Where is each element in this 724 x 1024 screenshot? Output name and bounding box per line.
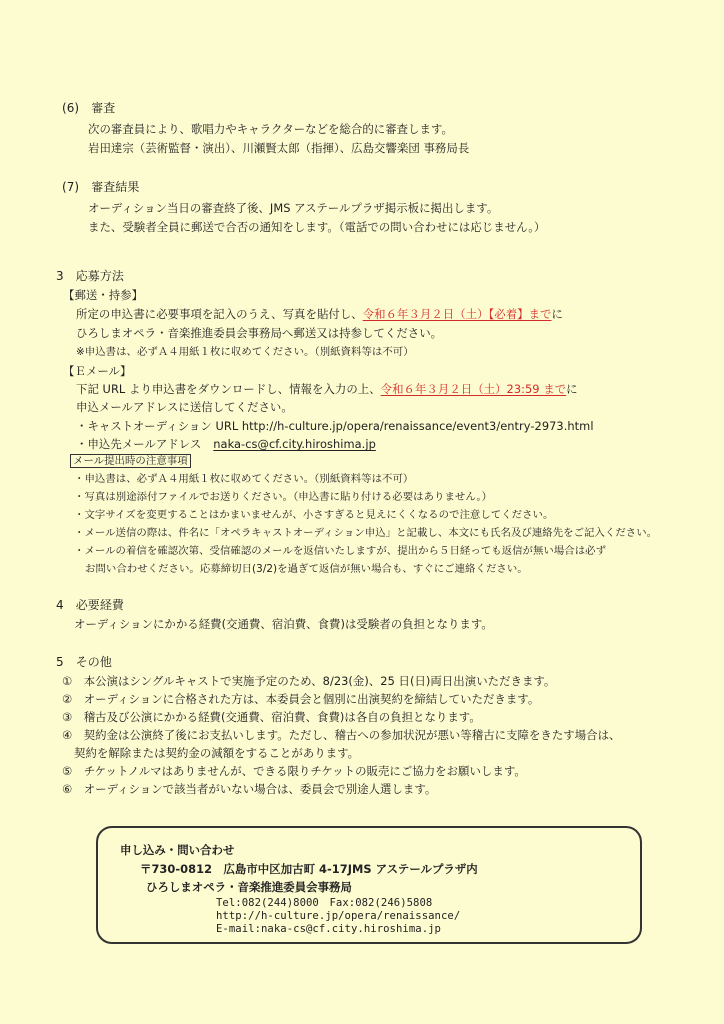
email-notes-title-box: メール提出時の注意事項 — [70, 454, 191, 468]
other-item-continued: 契約を解除または契約金の減額をすることがあります。 — [74, 746, 360, 760]
other-item: ⑥ オーディションで該当者がいない場合は、委員会で別途人選します。 — [62, 782, 437, 796]
section-3-heading: 3 応募方法 — [56, 269, 124, 283]
section-5-heading: 5 その他 — [56, 655, 112, 669]
contact-email[interactable]: E-mail:naka-cs@cf.city.hiroshima.jp — [216, 923, 441, 935]
post-line-text: 所定の申込書に必要事項を記入のうえ、写真を貼付し、 — [76, 307, 363, 321]
contact-address: 〒730-0812 広島市中区加古町 4-17JMS アステールプラザ内 — [140, 862, 478, 876]
application-email-link[interactable]: naka-cs@cf.city.hiroshima.jp — [213, 437, 376, 451]
post-method-note: ※申込書は、必ずＡ４用紙１枚に収めてください。（別紙資料等は不可） — [76, 346, 414, 358]
contact-url[interactable]: http://h-culture.jp/opera/renaissance/ — [216, 910, 461, 922]
other-item: ② オーディションに合格された方は、本委員会と個別に出演契約を締結していただきます。 — [62, 692, 540, 706]
section-7-heading: (7) 審査結果 — [62, 180, 140, 194]
email-method-label: 【Ｅメール】 — [63, 364, 132, 378]
contact-organization: ひろしまオペラ・音楽推進委員会事務局 — [146, 880, 352, 894]
post-deadline: 令和６年３月２日（土）【必着】まで — [362, 307, 552, 321]
email-method-line: 申込メールアドレスに送信してください。 — [76, 400, 293, 414]
section-7-line: また、受験者全員に郵送で合否の通知をします。（電話での問い合わせには応じません。） — [88, 220, 546, 234]
cast-audition-url[interactable]: ・キャストオーディション URL http://h-culture.jp/opera/renaissance/event3/entry-2973.html — [76, 419, 594, 433]
email-method-line — [76, 382, 578, 397]
email-note-item: ・メールの着信を確認次第、受信確認のメールを返信いたしますが、提出から５日経っても返信が無い場合は必ず — [74, 545, 607, 557]
email-note-item: ・文字サイズを変更することはかまいませんが、小さすぎると見えにくくなるので注意してください。 — [74, 509, 554, 521]
email-note-item: ・メール送信の際は、件名に「オペラキャストオーディション申込」と記載し、本文にも氏名及び連絡先をご記入ください。 — [74, 527, 658, 539]
email-line-text: に — [566, 382, 578, 396]
post-line-text: に — [551, 307, 563, 321]
application-email-line — [76, 437, 376, 452]
section-7-line: オーディション当日の審査終了後、JMS アステールプラザ掲示板に掲出します。 — [88, 201, 499, 215]
post-method-line — [76, 307, 563, 322]
section-4-heading: 4 必要経費 — [56, 598, 124, 612]
section-6-judges: 岩田達宗（芸術監督・演出）、川瀬賢太郎（指揮）、広島交響楽団 事務局長 — [88, 141, 470, 155]
application-email-label: ・申込先メールアドレス — [76, 437, 202, 451]
contact-tel-fax: Tel:082(244)8000 Fax:082(246)5808 — [216, 897, 433, 909]
post-method-label: 【郵送・持参】 — [63, 288, 144, 302]
section-6-line: 次の審査員により、歌唱力やキャラクターなどを総合的に審査します。 — [88, 122, 453, 136]
email-notes-title — [70, 454, 191, 469]
email-note-item-continued: お問い合わせください。応募締切日(3/2)を過ぎて返信が無い場合も、すぐにご連絡ください。 — [85, 563, 528, 575]
email-note-item: ・申込書は、必ずＡ４用紙１枚に収めてください。（別紙資料等は不可） — [74, 473, 414, 485]
other-item: ⑤ チケットノルマはありませんが、できる限りチケットの販売にご協力をお願いします。 — [62, 764, 526, 778]
contact-box — [96, 826, 642, 944]
email-note-item: ・写真は別途添付ファイルでお送りください。（申込書に貼り付ける必要はありません。） — [74, 491, 493, 503]
post-method-line: ひろしまオペラ・音楽推進委員会事務局へ郵送又は持参してください。 — [76, 326, 443, 340]
section-4-line: オーディションにかかる経費(交通費、宿泊費、食費)は受験者の負担となります。 — [74, 617, 493, 631]
other-item: ③ 稽古及び公演にかかる経費(交通費、宿泊費、食費)は各自の負担となります。 — [62, 710, 481, 724]
other-item: ① 本公演はシングルキャストで実施予定のため、8/23(金)、25 日(日)両日出演いただきます。 — [62, 674, 556, 688]
email-deadline: 令和６年３月２日（土）23:59 まで — [380, 382, 567, 396]
email-line-text: 下記 URL より申込書をダウンロードし、情報を入力の上、 — [76, 382, 381, 396]
section-6-heading: (6) 審査 — [62, 101, 116, 115]
other-item: ④ 契約金は公演終了後にお支払いします。ただし、稽古への参加状況が悪い等稽古に支障をきたす場合は、 — [62, 728, 621, 742]
contact-title: 申し込み・問い合わせ — [120, 843, 235, 857]
